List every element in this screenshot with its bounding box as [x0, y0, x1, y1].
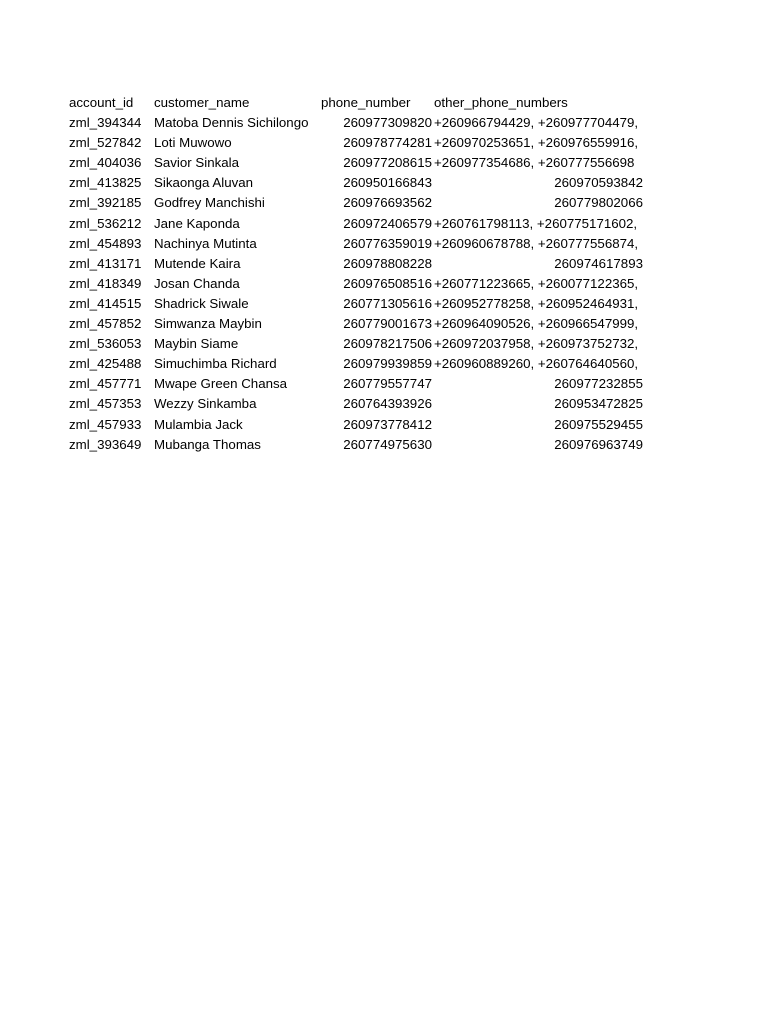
table-row	[69, 173, 649, 193]
other-phone-numbers-cell: 260970593842	[554, 175, 643, 191]
spreadsheet-table	[69, 93, 649, 455]
table-body	[69, 113, 649, 455]
phone-number-cell: 260950166843	[343, 175, 432, 191]
other-phone-numbers-cell: +260977354686, +260777556698	[434, 155, 635, 171]
account-id-cell: zml_457852	[69, 316, 142, 332]
table-row	[69, 374, 649, 394]
other-phone-numbers-cell: 260953472825	[554, 396, 643, 412]
other-phone-numbers-cell: +260761798113, +260775171602,	[434, 215, 638, 231]
customer-name-cell: Simuchimba Richard	[154, 356, 277, 372]
account-id-cell: zml_536053	[69, 336, 142, 352]
phone-number-cell: 260979939859	[343, 356, 432, 372]
phone-number-cell: 260977208615	[343, 155, 432, 171]
customer-name-cell: Simwanza Maybin	[154, 316, 262, 332]
customer-name-cell: Loti Muwowo	[154, 135, 232, 151]
customer-name-cell: Mubanga Thomas	[154, 436, 261, 452]
account-id-cell: zml_393649	[69, 436, 142, 452]
table-row	[69, 394, 649, 414]
customer-name-cell: Shadrick Siwale	[154, 295, 249, 311]
account-id-cell: zml_418349	[69, 275, 142, 291]
customer-name-cell: Savior Sinkala	[154, 155, 239, 171]
phone-number-cell: 260973778412	[343, 416, 432, 432]
customer-name-cell: Mulambia Jack	[154, 416, 243, 432]
other-phone-numbers-cell: 260974617893	[554, 255, 643, 271]
other-phone-numbers-cell: 260779802066	[554, 195, 643, 211]
table-row	[69, 113, 649, 133]
account-id-cell: zml_454893	[69, 235, 142, 251]
customer-name-cell: Godfrey Manchishi	[154, 195, 265, 211]
phone-number-cell: 260978217506	[343, 336, 432, 352]
other-phone-numbers-cell: +260960889260, +260764640560,	[434, 356, 639, 372]
other-phone-numbers-cell: +260970253651, +260976559916,	[434, 135, 639, 151]
table-row	[69, 234, 649, 254]
header-other-phone-numbers: other_phone_numbers	[434, 95, 568, 110]
phone-number-cell: 260774975630	[343, 436, 432, 452]
header-account-id: account_id	[69, 95, 134, 110]
customer-name-cell: Josan Chanda	[154, 275, 240, 291]
other-phone-numbers-cell: 260975529455	[554, 416, 643, 432]
header-customer-name: customer_name	[154, 95, 250, 110]
phone-number-cell: 260977309820	[343, 115, 432, 131]
customer-name-cell: Nachinya Mutinta	[154, 235, 257, 251]
customer-name-cell: Wezzy Sinkamba	[154, 396, 257, 412]
table-row	[69, 254, 649, 274]
account-id-cell: zml_527842	[69, 135, 142, 151]
account-id-cell: zml_414515	[69, 295, 142, 311]
table-row	[69, 153, 649, 173]
phone-number-cell: 260764393926	[343, 396, 432, 412]
account-id-cell: zml_413171	[69, 255, 142, 271]
table-row	[69, 294, 649, 314]
customer-name-cell: Sikaonga Aluvan	[154, 175, 254, 191]
phone-number-cell: 260976693562	[343, 195, 432, 211]
customer-name-cell: Maybin Siame	[154, 336, 239, 352]
account-id-cell: zml_394344	[69, 115, 142, 131]
phone-number-cell: 260976508516	[343, 275, 432, 291]
other-phone-numbers-cell: +260960678788, +260777556874,	[434, 235, 639, 251]
table-row	[69, 193, 649, 213]
phone-number-cell: 260779001673	[343, 316, 432, 332]
table-row	[69, 274, 649, 294]
customer-name-cell: Matoba Dennis Sichilongo	[154, 115, 309, 131]
table-row	[69, 354, 649, 374]
table-row	[69, 314, 649, 334]
account-id-cell: zml_457771	[69, 376, 142, 392]
table-row	[69, 133, 649, 153]
account-id-cell: zml_457353	[69, 396, 142, 412]
customer-name-cell: Jane Kaponda	[154, 215, 240, 231]
table-row	[69, 214, 649, 234]
other-phone-numbers-cell: +260771223665, +260077122365,	[434, 275, 639, 291]
other-phone-numbers-cell: +260972037958, +260973752732,	[434, 336, 639, 352]
account-id-cell: zml_425488	[69, 356, 142, 372]
other-phone-numbers-cell: +260966794429, +260977704479,	[434, 115, 639, 131]
account-id-cell: zml_457933	[69, 416, 142, 432]
other-phone-numbers-cell: +260964090526, +260966547999,	[434, 316, 639, 332]
phone-number-cell: 260771305616	[343, 295, 432, 311]
header-phone-number: phone_number	[321, 95, 411, 110]
customer-name-cell: Mutende Kaira	[154, 255, 241, 271]
table-row	[69, 435, 649, 455]
account-id-cell: zml_536212	[69, 215, 142, 231]
phone-number-cell: 260978808228	[343, 255, 432, 271]
phone-number-cell: 260779557747	[343, 376, 432, 392]
other-phone-numbers-cell: +260952778258, +260952464931,	[434, 295, 639, 311]
account-id-cell: zml_392185	[69, 195, 142, 211]
customer-name-cell: Mwape Green Chansa	[154, 376, 288, 392]
other-phone-numbers-cell: 260976963749	[554, 436, 643, 452]
other-phone-numbers-cell: 260977232855	[554, 376, 643, 392]
phone-number-cell: 260776359019	[343, 235, 432, 251]
phone-number-cell: 260972406579	[343, 215, 432, 231]
table-row	[69, 415, 649, 435]
account-id-cell: zml_404036	[69, 155, 142, 171]
header-row	[69, 93, 649, 113]
account-id-cell: zml_413825	[69, 175, 142, 191]
table-row	[69, 334, 649, 354]
phone-number-cell: 260978774281	[343, 135, 432, 151]
